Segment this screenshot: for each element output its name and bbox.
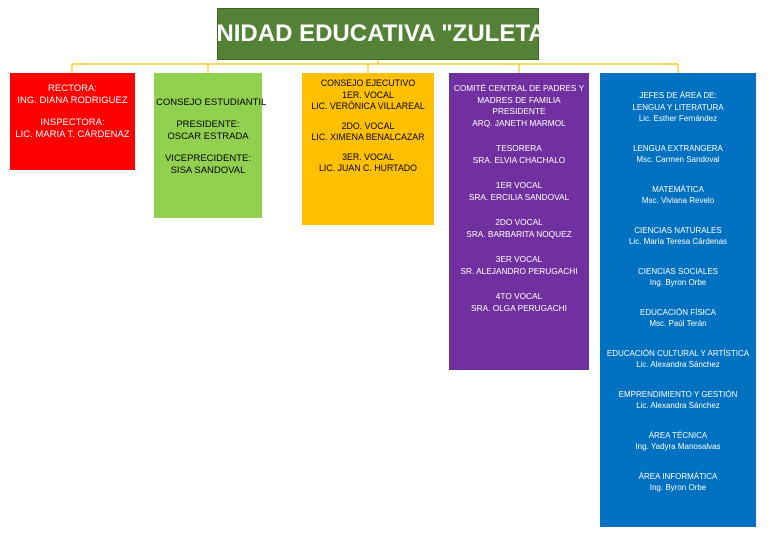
box-text-line: 4TO VOCAL	[495, 291, 543, 301]
box-text-line: PRESIDENTE	[492, 106, 546, 116]
box-jefes-area	[600, 73, 756, 527]
box-text-line: 3ER VOCAL	[495, 254, 543, 264]
box-text-line: Ing. Byron Orbe	[649, 278, 707, 287]
box-text-line: Lic. María Teresa Cárdenas	[628, 237, 728, 246]
line-gap	[451, 277, 587, 291]
box-text-line: OSCAR ESTRADA	[167, 131, 249, 142]
box-text-line: Ing. Yadyra Manosalvas	[635, 442, 721, 451]
box-consejo-ejecutivo	[302, 73, 434, 225]
box-text-line: 2DO. VOCAL	[341, 120, 395, 131]
box-text-line: JEFES DE ÁREA DE:	[639, 91, 717, 100]
box-text-line: LIC. MARIA T. CÁRDENAZ	[15, 129, 130, 140]
box-text-line: LIC. JUAN C. HURTADO	[319, 163, 417, 173]
box-text-line: Lic. Alexandra Sánchez	[636, 401, 720, 410]
box-text-line: Ing. Byron Orbe	[649, 483, 707, 492]
line-gap	[451, 240, 587, 254]
box-text-line: SISA SANDOVAL	[170, 165, 246, 176]
line-gap	[451, 129, 587, 143]
box-text-line: INSPECTORA:	[40, 117, 105, 128]
box-text-line: LIC. VERÓNICA VILLAREAL	[311, 101, 425, 111]
box-text-line: MATEMÁTICA	[652, 184, 704, 194]
box-text-line: Msc. Paúl Terán	[649, 319, 707, 328]
line-gap	[12, 107, 133, 117]
line-gap	[602, 248, 754, 266]
box-text-line: EDUCACIÓN FÍSICA	[639, 307, 716, 317]
line-gap	[304, 113, 432, 121]
box-comite-padres	[449, 73, 589, 370]
box-text-line: CONSEJO ESTUDIANTIL	[156, 97, 267, 108]
box-text-line: EMPRENDIMIENTO Y GESTIÓN	[618, 389, 738, 399]
line-gap	[156, 109, 260, 119]
box-text-line: COMITÉ CENTRAL DE PADRES Y	[453, 83, 585, 93]
box-rectora	[10, 73, 135, 170]
line-gap	[451, 203, 587, 217]
box-text-line: EDUCACIÓN CULTURAL Y ARTÍSTICA	[606, 348, 750, 358]
box-text-line: ÁREA TÉCNICA	[648, 430, 708, 440]
box-text-line: SRA. ERCILIA SANDOVAL	[468, 191, 570, 202]
line-gap	[451, 166, 587, 180]
line-gap	[602, 330, 754, 348]
box-text-line: CIENCIAS NATURALES	[634, 225, 722, 235]
line-gap	[602, 125, 754, 143]
box-text-line: LENGUA Y LITERATURA	[632, 102, 724, 112]
box-text-line: VICEPRECIDENTE:	[164, 153, 252, 164]
box-text-line: 2DO VOCAL	[495, 217, 543, 227]
org-chart-title: UNIDAD EDUCATIVA "ZULETA"	[217, 8, 539, 60]
box-text-line: SRA. BARBARITA NOQUEZ	[466, 228, 572, 239]
box-text-line: LENGUA EXTRANGERA	[633, 143, 723, 153]
line-gap	[602, 207, 754, 225]
box-text-line: RECTORA:	[48, 83, 97, 94]
box-text-line: 1ER VOCAL	[495, 180, 543, 190]
box-text-line: TESORERA	[496, 143, 542, 153]
box-text-line: Msc. Carmen Sandoval	[636, 155, 720, 164]
box-text-line: SRA. OLGA PERUGACHI	[471, 302, 567, 313]
line-gap	[602, 453, 754, 471]
box-text-line: ÁREA INFORMÁTICA	[638, 471, 718, 481]
line-gap	[156, 143, 260, 153]
box-text-line: MADRES DE FAMILIA	[477, 94, 561, 105]
line-gap	[304, 144, 432, 152]
box-text-line: 3ER. VOCAL	[342, 151, 394, 162]
box-text-line: SRA. ELVIA CHACHALO	[472, 154, 566, 165]
box-text-line: SR. ALEJANDRO PERUGACHI	[460, 265, 578, 276]
line-gap	[602, 412, 754, 430]
line-gap	[602, 166, 754, 184]
box-text-line: PRESIDENTE:	[176, 119, 240, 130]
box-text-line: Msc. Viviana Revelo	[641, 196, 715, 205]
box-text-line: LIC. XIMENA BENALCAZAR	[311, 132, 425, 142]
box-text-line: CIENCIAS SOCIALES	[637, 266, 719, 276]
line-gap	[602, 371, 754, 389]
box-text-line: ARQ. JANETH MARMOL	[472, 117, 566, 128]
box-text-line: CONSEJO EJECUTIVO	[320, 78, 416, 88]
box-text-line: Lic. Esther Fernández	[638, 114, 718, 123]
box-consejo-estudiantil	[154, 73, 267, 218]
box-text-line: Lic. Alexandra Sánchez	[636, 360, 720, 369]
line-gap	[602, 289, 754, 307]
box-text-line: ING. DIANA RODRIGUEZ	[17, 95, 128, 106]
box-text-line: 1ER. VOCAL	[342, 89, 394, 100]
